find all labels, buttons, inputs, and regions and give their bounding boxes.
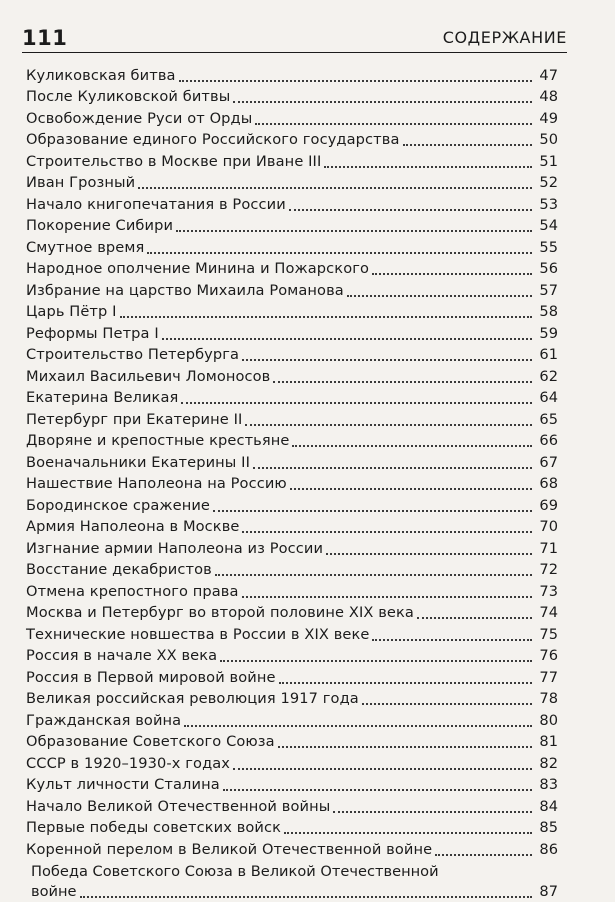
toc-entry — [26, 279, 558, 301]
toc-entry-title: Первые победы советских войск — [26, 819, 282, 836]
toc-entry-title: СССР в 1920–1930-х годах — [26, 754, 231, 772]
toc-entry — [26, 86, 558, 108]
toc-entry-page: 73 — [539, 582, 558, 600]
section-title: СОДЕРЖАНИЕ — [442, 28, 567, 47]
toc-entry-title: Смутное время — [26, 238, 145, 256]
toc-entry — [26, 473, 558, 495]
toc-entry-page: 86 — [539, 840, 558, 858]
toc-entry-title: Россия в начале XX века — [26, 647, 218, 664]
toc-entry-title: Строительство Петербурга — [26, 346, 240, 363]
dot-leader — [80, 896, 532, 898]
toc-entry — [26, 709, 558, 731]
toc-entry — [26, 752, 558, 774]
dot-leader — [233, 101, 532, 103]
toc-entry-title: Начало книгопечатания в России — [26, 195, 286, 213]
toc-entry-page: 58 — [539, 303, 558, 320]
dot-leader — [326, 553, 532, 555]
toc-entry — [26, 537, 558, 559]
dot-leader — [273, 381, 532, 383]
dot-leader — [215, 574, 532, 576]
toc-entry-title: Изгнание армии Наполеона из России — [26, 539, 324, 557]
toc-entry — [26, 301, 558, 323]
toc-entry — [26, 731, 558, 753]
toc-entry — [26, 64, 558, 86]
toc-entry — [26, 688, 558, 710]
toc-entry-title: Москва и Петербург во второй половине XIX века — [26, 604, 414, 621]
toc-entry — [26, 666, 558, 688]
dot-leader — [403, 144, 533, 146]
toc-entry-title: Россия в Первой мировой войне — [26, 668, 276, 686]
toc-entry — [26, 774, 558, 796]
toc-entry-title: Нашествие Наполеона на Россию — [26, 475, 287, 492]
toc-entry-page: 81 — [539, 733, 558, 750]
toc-entry-page: 57 — [539, 281, 558, 299]
dot-leader — [220, 660, 532, 662]
toc-entry-title-continued: войне — [31, 882, 77, 900]
toc-entry — [26, 150, 558, 172]
dot-leader — [242, 359, 532, 361]
toc-entry-title: После Куликовской битвы — [26, 88, 231, 105]
toc-entry-page: 82 — [539, 754, 558, 772]
dot-leader — [245, 424, 532, 426]
toc-entry — [26, 387, 558, 409]
toc-entry-page: 85 — [539, 819, 558, 836]
toc-entry-page: 59 — [539, 324, 558, 342]
toc-entry — [26, 494, 558, 516]
dot-leader — [181, 402, 532, 404]
toc-entry-page: 74 — [539, 604, 558, 621]
toc-entry-page: 49 — [539, 109, 558, 127]
toc-entry-title: Избрание на царство Михаила Романова — [26, 281, 344, 299]
toc-entry — [26, 623, 558, 645]
dot-leader — [147, 252, 532, 254]
dot-leader — [290, 488, 532, 490]
toc-entry — [26, 430, 558, 452]
dot-leader — [242, 531, 532, 533]
toc-entry-page: 67 — [539, 453, 558, 471]
toc-entry-title: Великая российская революция 1917 года — [26, 690, 359, 707]
toc-entry-title: Отмена крепостного права — [26, 582, 239, 600]
toc-entry-title: Михаил Васильевич Ломоносов — [26, 367, 271, 385]
toc-entry — [26, 795, 558, 817]
toc-entry-page: 72 — [539, 561, 558, 578]
toc-entry-page: 87 — [539, 882, 558, 900]
dot-leader — [184, 725, 532, 727]
dot-leader — [120, 316, 532, 318]
toc-entry-page: 54 — [539, 217, 558, 234]
toc-entry-title: Покорение Сибири — [26, 217, 174, 234]
dot-leader — [372, 639, 532, 641]
toc-entry — [26, 344, 558, 366]
toc-entry-page: 55 — [539, 238, 558, 256]
toc-entry-title: Царь Пётр I — [26, 303, 117, 320]
dot-leader — [292, 445, 532, 447]
dot-leader — [347, 295, 532, 297]
toc-entry-title: Армия Наполеона в Москве — [26, 518, 240, 535]
toc-entry — [26, 258, 558, 280]
toc-entry-page: 52 — [539, 174, 558, 191]
toc-entry-page: 48 — [539, 88, 558, 105]
toc-entry-page: 56 — [539, 260, 558, 277]
toc-entry-title: Военачальники Екатерины II — [26, 453, 250, 471]
toc-entry — [26, 215, 558, 237]
toc-entry-page: 50 — [539, 131, 558, 148]
dot-leader — [179, 80, 532, 82]
toc-entry-title: Освобождение Руси от Орды — [26, 109, 253, 127]
toc-entry — [26, 408, 558, 430]
dot-leader — [278, 746, 532, 748]
dot-leader — [279, 682, 532, 684]
toc-entry-title: Гражданская война — [26, 711, 182, 729]
toc-entry-page: 64 — [539, 389, 558, 406]
toc-entry-page: 69 — [539, 496, 558, 514]
toc-entry-title: Начало Великой Отечественной войны — [26, 797, 331, 815]
toc-entry-page: 78 — [539, 690, 558, 707]
toc-entry-page: 68 — [539, 475, 558, 492]
dot-leader — [223, 789, 532, 791]
toc-entry-title: Коренной перелом в Великой Отечественной войне — [26, 840, 433, 858]
toc-entry-title: Народное ополчение Минина и Пожарского — [26, 260, 370, 277]
toc-entry-page: 66 — [539, 432, 558, 449]
toc-entry-page: 70 — [539, 518, 558, 535]
toc-entry — [26, 193, 558, 215]
dot-leader — [138, 187, 532, 189]
toc-entry-page: 84 — [539, 797, 558, 815]
toc-entry-page: 65 — [539, 410, 558, 428]
dot-leader — [253, 467, 532, 469]
toc-entry — [26, 559, 558, 581]
toc-entry-title: Восстание декабристов — [26, 561, 212, 578]
toc-entry — [26, 365, 558, 387]
toc-entry-title: Екатерина Великая — [26, 389, 179, 406]
dot-leader — [284, 832, 532, 834]
toc-entry — [26, 580, 558, 602]
toc-entry-page: 77 — [539, 668, 558, 686]
toc-entry-page: 62 — [539, 367, 558, 385]
toc-entry-title: Петербург при Екатерине II — [26, 410, 243, 428]
dot-leader — [213, 510, 532, 512]
toc-entry-title: Куликовская битва — [26, 66, 176, 84]
toc-entry-title: Образование единого Российского государства — [26, 131, 400, 148]
toc-entry-title: Дворяне и крепостные крестьяне — [26, 432, 290, 449]
toc-entry — [26, 107, 558, 129]
toc-entry-page: 71 — [539, 539, 558, 557]
toc-entry — [26, 817, 558, 839]
dot-leader — [255, 123, 532, 125]
toc-entry-title: Технические новшества в России в XIX веке — [26, 625, 370, 643]
toc-entry — [26, 236, 558, 258]
toc-entry-page: 80 — [539, 711, 558, 729]
dot-leader — [242, 596, 532, 598]
dot-leader — [233, 768, 532, 770]
toc-entry-title: Иван Грозный — [26, 174, 136, 191]
dot-leader — [362, 703, 532, 705]
toc-entry-title: Победа Советского Союза в Великой Отечественной — [31, 862, 439, 880]
toc-entry-page: 83 — [539, 776, 558, 793]
toc-entry-title: Строительство в Москве при Иване III — [26, 152, 322, 170]
table-of-contents — [26, 64, 558, 902]
toc-entry — [26, 645, 558, 667]
toc-entry-page: 53 — [539, 195, 558, 213]
toc-entry — [26, 516, 558, 538]
dot-leader — [176, 230, 532, 232]
toc-entry-page: 61 — [539, 346, 558, 363]
toc-entry-page: 75 — [539, 625, 558, 643]
dot-leader — [417, 617, 532, 619]
toc-entry — [26, 602, 558, 624]
toc-entry-page: 76 — [539, 647, 558, 664]
toc-entry — [26, 322, 558, 344]
toc-entry-title: Реформы Петра I — [26, 324, 159, 342]
page-header — [22, 22, 567, 52]
dot-leader — [372, 273, 532, 275]
dot-leader — [435, 854, 532, 856]
toc-entry — [26, 172, 558, 194]
page-number: 111 — [22, 26, 68, 50]
toc-entry — [26, 129, 558, 151]
dot-leader — [324, 166, 532, 168]
header-divider — [22, 52, 567, 53]
toc-entry — [26, 451, 558, 473]
dot-leader — [333, 811, 532, 813]
toc-entry-title: Образование Советского Союза — [26, 733, 275, 750]
toc-entry-title: Бородинское сражение — [26, 496, 210, 514]
dot-leader — [162, 338, 532, 340]
toc-entry — [26, 861, 558, 902]
toc-entry — [26, 838, 558, 860]
toc-entry-title: Культ личности Сталина — [26, 776, 220, 793]
toc-entry-page: 51 — [539, 152, 558, 170]
toc-entry-page: 47 — [539, 66, 558, 84]
dot-leader — [289, 209, 532, 211]
